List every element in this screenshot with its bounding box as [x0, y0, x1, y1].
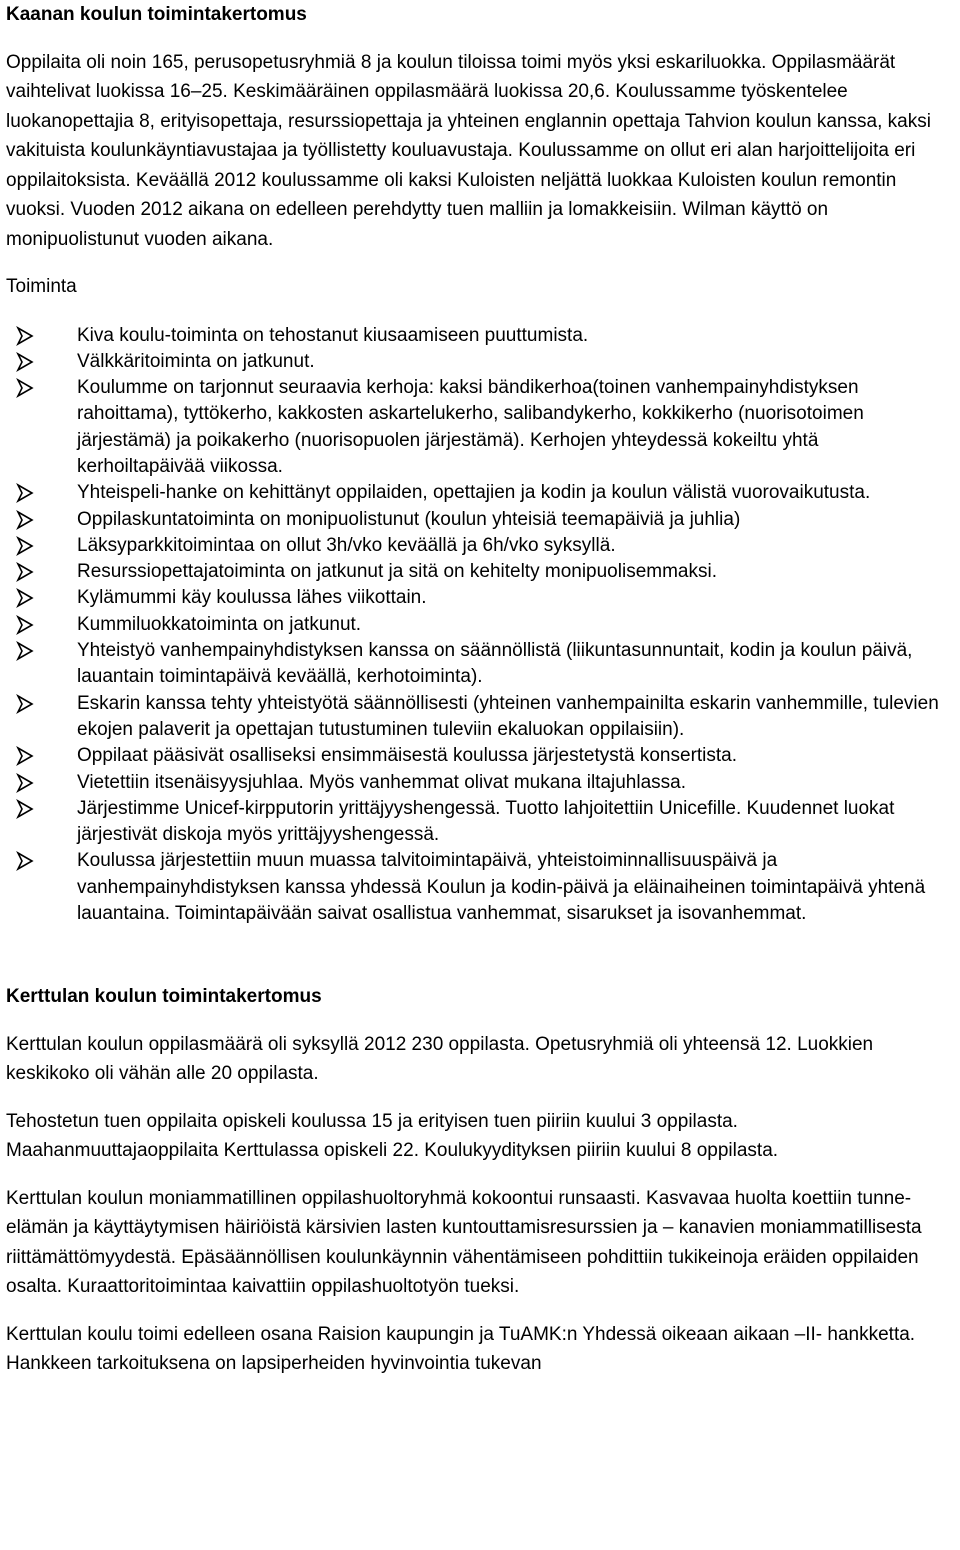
paragraph: Kerttulan koulun moniammatillinen oppilashuoltoryhmä kokoontui runsaasti. Kasvavaa huolta koettiin tunne-elämän ja käyttäytymisen häiriöistä kärsivien lasten kuntouttamisresurssien ja – kanavien moniammatillisesta riittämättömyydestä. Epäsäännöllisen koulunkäynnin vähentämiseen pohdittiin tukikeinoja eräiden oppilaiden osalta. Kuraattoritoimintaa kaivattiin oppilashuoltotyön tueksi. [6, 1187, 922, 1298]
list-item-text: Välkkäritoiminta on jatkunut. [77, 350, 315, 372]
list-item [6, 559, 954, 585]
arrowhead-bullet-icon [16, 375, 34, 401]
arrowhead-bullet-icon [16, 691, 34, 717]
arrowhead-bullet-icon [16, 796, 34, 822]
subheading: Toiminta [6, 276, 77, 297]
list-item-text: Koulumme on tarjonnut seuraavia kerhoja: kaksi bändikerhoa(toinen vanhempainyhdistyksen rahoittama), tyttökerho, kakkosten askartelukerho, salibandykerho, kokkikerho (nuorisotoimen järjestämä) ja poikakerho (nuorisopuolen järjestämä). Kerhojen yhteydessä kokeiltu yhtä kerhoiltapäivää viikossa. [77, 377, 864, 477]
list-item [6, 691, 954, 744]
arrowhead-bullet-icon [16, 323, 34, 349]
arrowhead-bullet-icon [16, 848, 34, 874]
list-item [6, 848, 954, 927]
list-item-text: Yhteispeli-hanke on kehittänyt oppilaiden, opettajien ja kodin ja koulun välistä vuorovaikutusta. [77, 482, 871, 504]
paragraph: Tehostetun tuen oppilaita opiskeli koulussa 15 ja erityisen tuen piiriin kuului 3 oppilasta. Maahanmuuttajaoppilaita Kerttulassa opiskeli 22. Koulukyydityksen piiriin kuului 8 oppilasta. [6, 1110, 779, 1162]
arrowhead-bullet-icon [16, 559, 34, 585]
list-item [6, 743, 954, 769]
section-title: Kaanan koulun toimintakertomus [6, 4, 307, 25]
list-item [6, 612, 954, 638]
list-item [6, 323, 954, 349]
section-title: Kerttulan koulun toimintakertomus [6, 986, 322, 1008]
list-item-text: Oppilaskuntatoiminta on monipuolistunut (koulun yhteisiä teemapäiviä ja juhlia) [77, 508, 741, 530]
list-item-text: Kiva koulu-toiminta on tehostanut kiusaamiseen puuttumista. [77, 324, 589, 346]
list-item-text: Koulussa järjestettiin muun muassa talvitoimintapäivä, yhteistoiminnallisuuspäivä ja vanhempainyhdistyksen kanssa yhdessä Koulun ja kodin-päivä ja eläinaiheinen toimintapäivä yhtenä lauantaina. Toimintapäivään saivat osallistua vanhemmat, sisarukset ja isovanhemmat. [77, 850, 926, 925]
list-item-text: Oppilaat pääsivät osalliseksi ensimmäisestä koulussa järjestetystä konsertista. [77, 745, 738, 767]
paragraph: Kerttulan koulu toimi edelleen osana Raision kaupungin ja TuAMK:n Yhdessä oikeaan aikaan –II- hankketta. Hankkeen tarkoituksena on lapsiperheiden hyvinvointia tukevan [6, 1323, 916, 1375]
intro-paragraph: Oppilaita oli noin 165, perusopetusryhmiä 8 ja koulun tiloissa toimi myös yksi eskariluokka. Oppilasmäärät vaihtelivat luokissa 16–25. Keskimääräinen oppilasmäärä luokissa 20,6. Koulussamme työskentelee luokanopettajia 8, erityisopettaja, resurssiopettaja ja yhteinen englannin opettaja Tahvion koulun kanssa, kaksi vakituista koulunkäyntiavustajaa ja työllistetty kouluavustaja. Koulussamme on ollut eri alan harjoittelijoita eri oppilaitoksista. Keväällä 2012 koulussamme oli kaksi Kuloisten neljättä luokkaa Kuloisten koulun remontin vuoksi. Vuoden 2012 aikana on edelleen perehdytty tuen malliin ja lomakkeisiin. Wilman käyttö on monipuolistunut vuoden aikana. [6, 51, 931, 250]
arrowhead-bullet-icon [16, 349, 34, 375]
activity-list [6, 323, 954, 928]
arrowhead-bullet-icon [16, 507, 34, 533]
arrowhead-bullet-icon [16, 743, 34, 769]
arrowhead-bullet-icon [16, 612, 34, 638]
list-item-text: Kummiluokkatoiminta on jatkunut. [77, 613, 362, 635]
list-item-text: Eskarin kanssa tehty yhteistyötä säännöllisesti (yhteinen vanhempainilta eskarin vanhemmille, tulevien ekojen palaverit ja opettajan tutustuminen tuleviin ekaluokan oppilaisiin). [77, 692, 939, 740]
list-item [6, 638, 954, 691]
arrowhead-bullet-icon [16, 585, 34, 611]
arrowhead-bullet-icon [16, 638, 34, 664]
arrowhead-bullet-icon [16, 480, 34, 506]
paragraph: Kerttulan koulun oppilasmäärä oli syksyllä 2012 230 oppilasta. Opetusryhmiä oli yhteensä 12. Luokkien keskikoko oli vähän alle 20 oppilasta. [6, 1033, 874, 1085]
list-item-text: Yhteistyö vanhempainyhdistyksen kanssa on säännöllistä (liikuntasunnuntait, kodin ja koulun päivä, lauantain toimintapäivä keväällä, kerhotoiminta). [77, 640, 913, 688]
list-item [6, 533, 954, 559]
list-item-text: Kylämummi käy koulussa lähes viikottain. [77, 587, 427, 609]
arrowhead-bullet-icon [16, 533, 34, 559]
list-item-text: Läksyparkkitoimintaa on ollut 3h/vko keväällä ja 6h/vko syksyllä. [77, 534, 616, 556]
list-item-text: Vietettiin itsenäisyysjuhlaa. Myös vanhemmat olivat mukana iltajuhlassa. [77, 771, 687, 793]
list-item [6, 507, 954, 533]
list-item [6, 349, 954, 375]
arrowhead-bullet-icon [16, 770, 34, 796]
list-item [6, 375, 954, 480]
list-item-text: Resurssiopettajatoiminta on jatkunut ja sitä on kehitelty monipuolisemmaksi. [77, 561, 717, 583]
list-item [6, 796, 954, 849]
list-item [6, 585, 954, 611]
list-item [6, 480, 954, 506]
list-item-text: Järjestimme Unicef-kirpputorin yrittäjyyshengessä. Tuotto lahjoitettiin Unicefille. Kuudennet luokat järjestivät diskoja myös yrittäjyyshengessä. [77, 797, 895, 846]
list-item [6, 770, 954, 796]
